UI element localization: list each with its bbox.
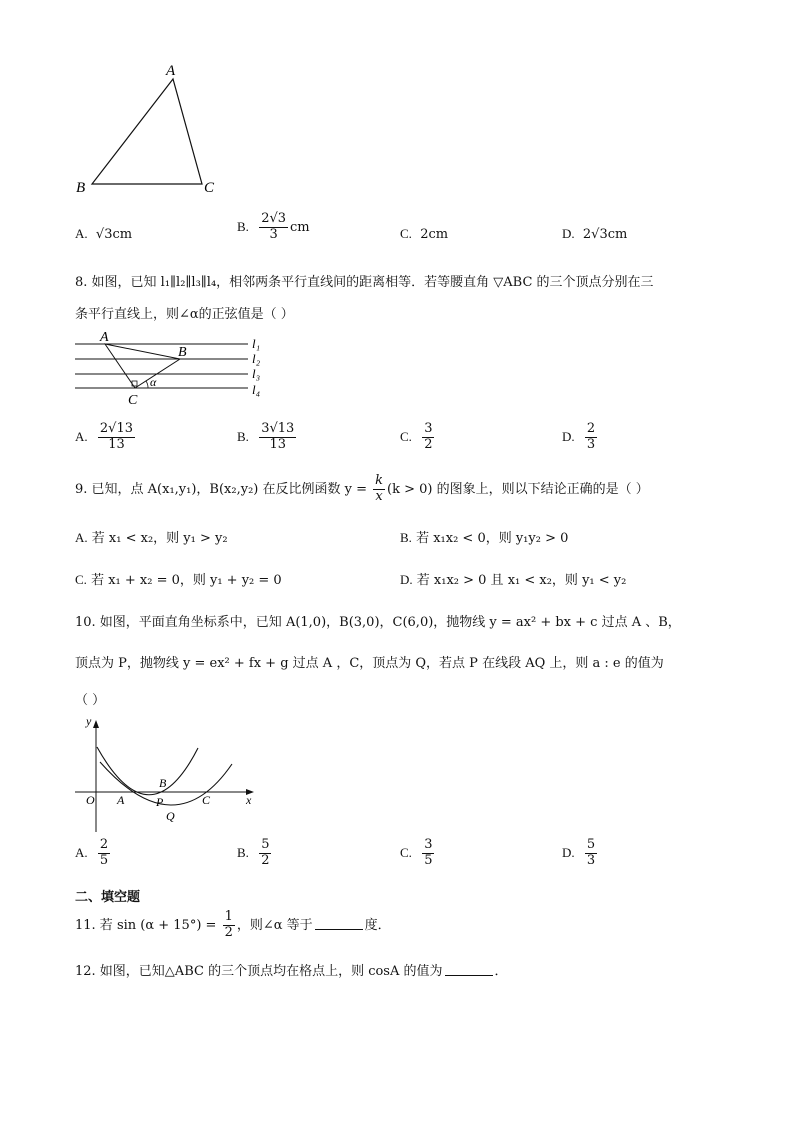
vertex-a-label: A (166, 63, 176, 79)
q8-option-a[interactable]: A. $\frac{2√13}{13}$ (75, 421, 134, 452)
q8-option-d[interactable]: D. $\frac{2}{3}$ (562, 421, 596, 452)
q8-option-c-fraction: $\frac{3}{2}$ (424, 421, 433, 452)
triangle-abc-l (105, 344, 180, 388)
q9-fraction: $\frac{k}{x}$ (375, 473, 384, 504)
q10-option-d-fraction: $\frac{5}{3}$ (586, 837, 596, 868)
q8-option-d-fraction: $\frac{2}{3}$ (586, 421, 596, 452)
label-l1: l₁ (252, 336, 261, 351)
q11-stem: 11. 若 sin (α + 15°) = $\frac{1}{2}$ ，则∠α 等于 度． (75, 909, 391, 940)
triangle-abc-figure (70, 55, 230, 205)
fig8-alpha-label: α (150, 375, 157, 389)
q9-option-a[interactable]: A. 若 x₁ < x₂，则 y₁ > y₂ (75, 530, 228, 546)
q8-option-b[interactable]: B. $\frac{3√13}{13}$ (237, 421, 295, 452)
q10-option-a-fraction: $\frac{2}{5}$ (99, 837, 109, 868)
q10-option-a[interactable]: A. $\frac{2}{5}$ (75, 837, 109, 868)
q12-answer-blank[interactable] (445, 963, 493, 976)
q8-option-a-fraction: $\frac{2√13}{13}$ (99, 421, 134, 452)
q9-option-d[interactable]: D. 若 x₁x₂ > 0 且 x₁ < x₂，则 y₁ < y₂ (400, 572, 627, 588)
q7-option-b-fraction: $\frac{2√3}{3}$ (261, 211, 287, 242)
parabola-ab (97, 747, 198, 795)
q10-stem-line2: 顶点为 P，抛物线 y = ex² + fx + g 过点 A ，C，顶点为 Q，若点 P 在线段 AQ 上，则 a : e 的值为 (75, 656, 664, 671)
vertex-b-label: B (76, 180, 86, 196)
q7-option-d[interactable]: D. 2√3cm (562, 226, 628, 242)
q10-option-b-fraction: $\frac{5}{2}$ (261, 837, 270, 868)
q10-option-b[interactable]: B. $\frac{5}{2}$ (237, 837, 270, 868)
fig10-p-label: P (156, 795, 164, 809)
label-l2: l₂ (252, 351, 261, 366)
fig10-o-label: O (86, 793, 95, 807)
fig10-c-label: C (202, 793, 211, 807)
q10-option-c[interactable]: C. $\frac{3}{5}$ (400, 837, 433, 868)
label-l4: l₄ (252, 382, 261, 397)
q10-option-c-fraction: $\frac{3}{5}$ (424, 837, 433, 868)
q12-stem: 12. 如图，已知△ABC 的三个顶点均在格点上，则 cosA 的值为 ． (75, 964, 508, 979)
alpha-arc (146, 381, 148, 388)
q9-option-c[interactable]: C. 若 x₁ + x₂ = 0，则 y₁ + y₂ = 0 (75, 572, 282, 588)
fig10-y-label: y (86, 714, 92, 728)
q8-option-c[interactable]: C. $\frac{3}{2}$ (400, 421, 433, 452)
y-axis-arrow (93, 720, 99, 728)
q7-option-b[interactable]: B. $\frac{2√3}{3}$ cm (237, 211, 310, 242)
q9-option-b[interactable]: B. 若 x₁x₂ < 0，则 y₁y₂ > 0 (400, 530, 569, 546)
q8-stem-line1: 8. 如图，已知 l₁∥l₂∥l₃∥l₄，相邻两条平行直线间的距离相等．若等腰直角 ▽ABC 的三个顶点分别在三 (75, 275, 654, 290)
parabola-figure (70, 712, 270, 837)
fig10-b-label: B (159, 776, 167, 790)
fig8-c-label: C (128, 393, 138, 408)
q8-stem-line2: 条平行直线上，则∠α的正弦值是（ ） (75, 307, 294, 322)
fig8-b-label: B (178, 345, 187, 360)
label-l3: l₃ (252, 366, 261, 381)
fig10-a-label: A (117, 793, 125, 807)
q10-stem-line1: 10. 如图，平面直角坐标系中，已知 A(1,0)，B(3,0)，C(6,0)，抛物线 y = ax² + bx + c 过点 A 、B， (75, 615, 681, 630)
q11-fraction: $\frac{1}{2}$ (224, 909, 233, 940)
parallel-lines-figure (70, 328, 270, 408)
triangle-abc (92, 79, 202, 184)
q10-option-d[interactable]: D. $\frac{5}{3}$ (562, 837, 596, 868)
section-2-heading: 二、填空题 (75, 890, 141, 905)
q7-option-c[interactable]: C. 2cm (400, 226, 449, 242)
q11-answer-blank[interactable] (315, 917, 363, 930)
q8-option-b-fraction: $\frac{3√13}{13}$ (261, 421, 295, 452)
q9-stem: 9. 已知，点 A(x₁,y₁)，B(x₂,y₂) 在反比例函数 y = $\frac{k}{x}$ (k > 0) 的图象上，则以下结论正确的是（ ） (75, 473, 649, 504)
fig10-q-label: Q (166, 809, 175, 823)
q7-option-a[interactable]: A. √3cm (75, 226, 133, 242)
vertex-c-label: C (204, 180, 215, 196)
fig10-x-label: x (246, 793, 252, 807)
fig8-a-label: A (100, 330, 109, 345)
q10-stem-line3: （ ） (75, 693, 106, 708)
